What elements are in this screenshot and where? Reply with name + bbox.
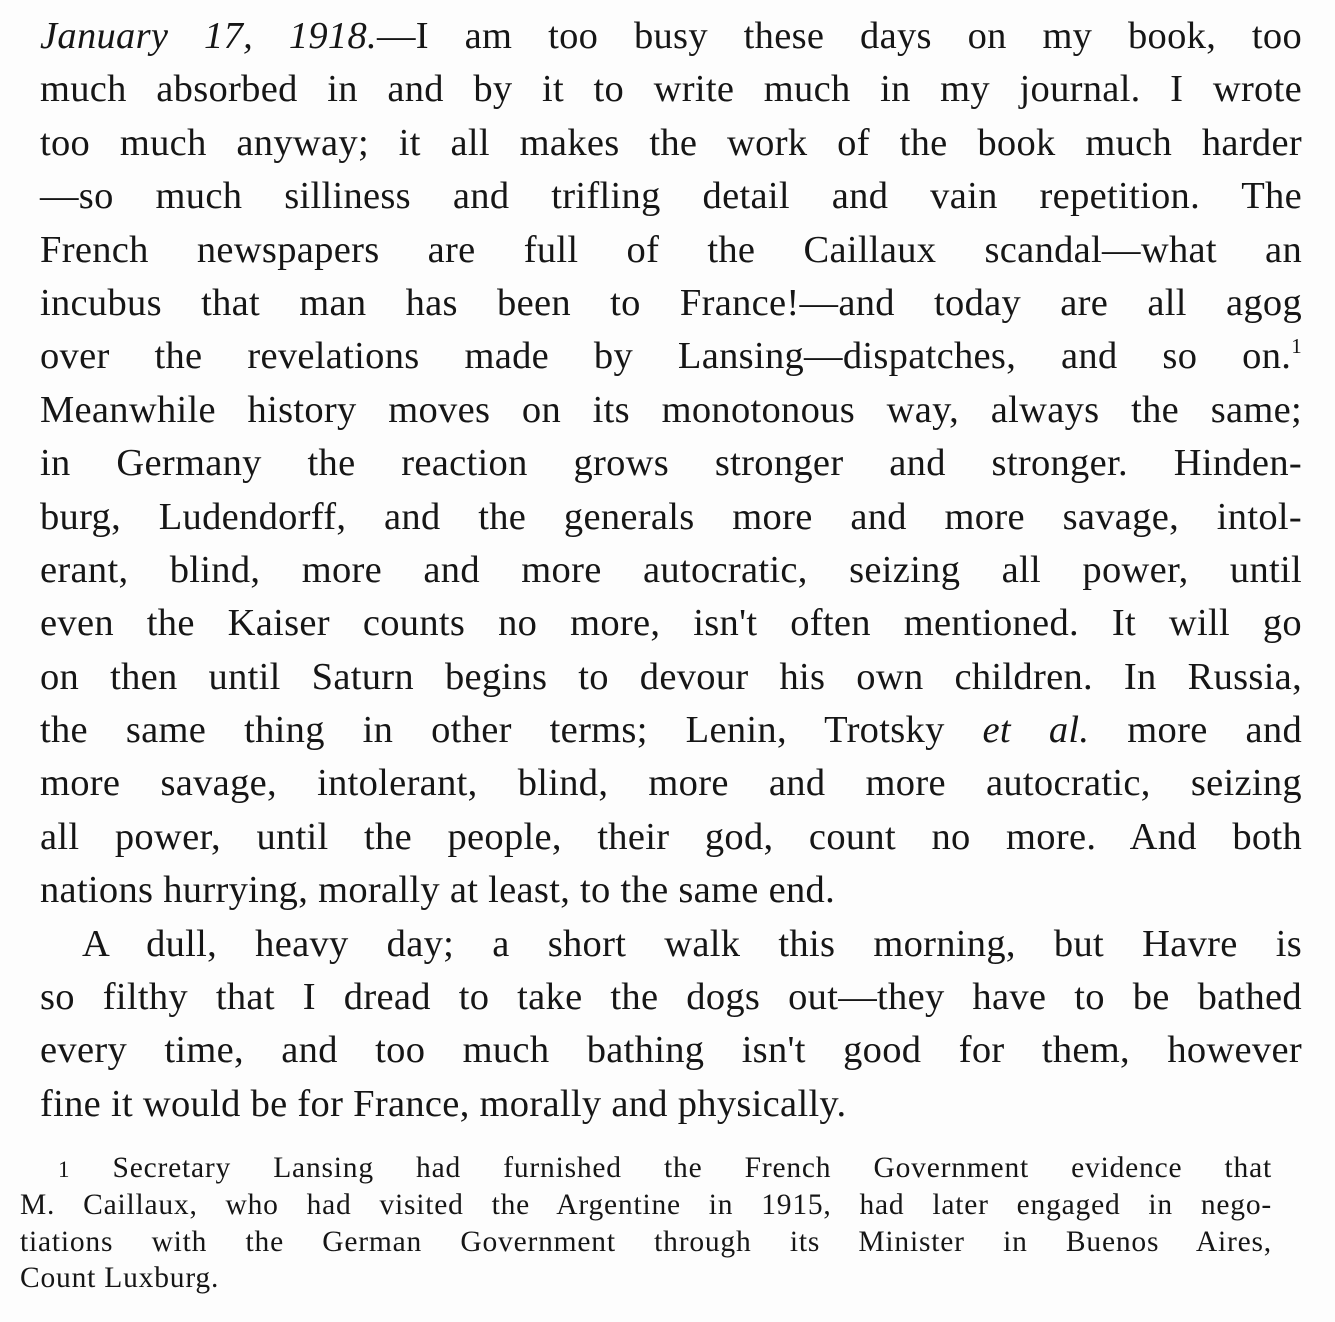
text-line-20: every time, and too much bathing isn't good for them, however (40, 1029, 1302, 1072)
text-line-19: so filthy that I dread to take the dogs out—they have to be bathed (40, 976, 1302, 1019)
footnote-reference: 1 (1291, 334, 1302, 359)
journal-entry (40, 10, 1302, 1131)
text-line-8: Meanwhile history moves on its monotonous way, always the same; (40, 388, 1302, 431)
text-line-11: erant, blind, more and more autocratic, seizing all power, until (40, 548, 1302, 591)
text-line-15: more savage, intolerant, blind, more and more autocratic, seizing (40, 762, 1302, 805)
text-line-21: fine it would be for France, morally and physically. (40, 1082, 847, 1125)
entry-date: January 17, 1918. (40, 15, 377, 57)
footnote-line-1: 1 Secretary Lansing had furnished the French Government evidence that (58, 1152, 1272, 1184)
text-line-14: the same thing in other terms; Lenin, Trotsky et al. more and (40, 709, 1302, 752)
footnote-line-3: tiations with the German Government through its Minister in Buenos Aires, (20, 1225, 1272, 1258)
text-line-9: in Germany the reaction grows stronger and stronger. Hinden- (40, 442, 1302, 485)
text-line-13: on then until Saturn begins to devour his own children. In Russia, (40, 655, 1302, 698)
text-line-4: —so much silliness and trifling detail and vain repetition. The (40, 175, 1302, 218)
text-line-10: burg, Ludendorff, and the generals more and more savage, intol- (40, 495, 1302, 538)
footnote-line-4: Count Luxburg. (20, 1262, 220, 1295)
footnote-line-2: M. Caillaux, who had visited the Argentine in 1915, had later engaged in nego- (20, 1188, 1272, 1221)
text-line-12: even the Kaiser counts no more, isn't often mentioned. It will go (40, 602, 1302, 645)
text-line-16: all power, until the people, their god, count no more. And both (40, 815, 1302, 858)
text-line-2: much absorbed in and by it to write much in my journal. I wrote (40, 68, 1302, 111)
text-line-5: French newspapers are full of the Caillaux scandal—what an (40, 228, 1302, 271)
text-line-6: incubus that man has been to France!—and today are all agog (40, 281, 1302, 324)
footnote-number: 1 (58, 1157, 71, 1182)
text-line-18: A dull, heavy day; a short walk this morning, but Havre is (82, 922, 1302, 965)
text-line-1: January 17, 1918.—I am too busy these days on my book, too (40, 15, 1303, 57)
text-line-3: too much anyway; it all makes the work of the book much harder (40, 121, 1302, 164)
text-line-17: nations hurrying, morally at least, to the same end. (40, 869, 836, 912)
text-line-7: over the revelations made by Lansing—dispatches, and so on.$^1$ (40, 334, 1302, 378)
et-al-italic: et al. (982, 709, 1090, 752)
footnote (20, 1150, 1272, 1297)
